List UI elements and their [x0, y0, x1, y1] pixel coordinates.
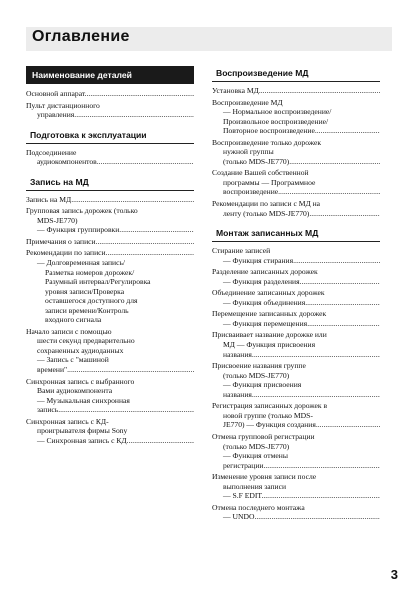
- entry-text: — Музыкальная синхронная: [37, 395, 130, 405]
- dot-leader: [307, 319, 380, 328]
- toc-entry[interactable]: [26, 89, 194, 99]
- entry-text: Воспроизведение МД: [212, 97, 283, 107]
- entry-text: запись: [37, 405, 59, 415]
- entry-text: Присвоение названия группе: [212, 361, 306, 371]
- entry-text: управления: [37, 110, 75, 120]
- entry-text: Примечания о записи: [26, 236, 96, 246]
- dot-leader: [96, 237, 194, 246]
- toc-entry[interactable]: [212, 432, 380, 470]
- entry-text: шести секунд предварительно: [37, 336, 135, 346]
- entry-text: новой группе (только MDS-: [223, 410, 313, 420]
- entry-subtext: записи времени/Контроль: [45, 305, 129, 315]
- entry-subtext: уровня записи/Проверка: [45, 286, 125, 296]
- section-heading: Подготовка к эксплуатации: [26, 128, 194, 144]
- dot-leader: [300, 277, 380, 286]
- toc-entry[interactable]: [26, 101, 194, 120]
- entry-text: Рекомендации по записи с МД на: [212, 199, 321, 209]
- toc-entry[interactable]: [212, 86, 380, 96]
- toc-section: [212, 66, 380, 218]
- entry-text: MDS-JE770): [37, 215, 78, 225]
- page-number: 3: [390, 567, 398, 582]
- entry-text: Рекомендации по записи: [26, 248, 106, 258]
- entry-text: программы — Программное: [223, 177, 316, 187]
- entry-text: Произвольное воспроизведение/: [223, 116, 329, 126]
- entry-text: (только MDS-JE770): [223, 370, 290, 380]
- dot-leader: [67, 365, 194, 374]
- entry-text: Пульт дистанционного: [26, 100, 100, 110]
- toc-entry[interactable]: [212, 401, 380, 430]
- entry-text: сохраненных аудиоданных: [37, 345, 124, 355]
- entry-text: Отмена групповой регистрации: [212, 431, 315, 441]
- toc-section: [26, 175, 194, 446]
- toc-entry[interactable]: [212, 330, 380, 359]
- toc-entry[interactable]: [26, 148, 194, 167]
- entry-text: Перемещение записанных дорожек: [212, 309, 327, 319]
- entry-text: — S.F EDIT: [223, 491, 262, 501]
- entry-text: Установка МД: [212, 86, 259, 95]
- entry-text: — Функция стирания: [223, 255, 294, 265]
- toc-entry[interactable]: [212, 267, 380, 286]
- dot-leader: [119, 225, 194, 234]
- entry-text: аудиокомпонентов: [37, 157, 97, 167]
- toc-entry[interactable]: [26, 248, 194, 324]
- entry-text: — Функция разделения: [223, 276, 300, 286]
- toc-entry[interactable]: [212, 503, 380, 522]
- dot-leader: [264, 461, 381, 470]
- toc-section: [26, 128, 194, 167]
- dot-leader: [315, 126, 380, 135]
- entry-text: проигрывателя фирмы Sony: [37, 426, 128, 436]
- entry-text: Синхронная запись с выбранного: [26, 376, 135, 386]
- entry-text: Воспроизведение только дорожек: [212, 137, 322, 147]
- entry-text: Отмена последнего монтажа: [212, 502, 305, 512]
- entry-subtext: Разумный интервал/Регулировка: [45, 277, 151, 287]
- dot-leader: [305, 298, 380, 307]
- entry-text: JE770) — Функция создания: [223, 420, 316, 430]
- entry-text: — Функция объединения: [223, 297, 306, 307]
- toc-entry[interactable]: [26, 327, 194, 375]
- toc-entry[interactable]: [212, 361, 380, 399]
- entry-text: Синхронная запись с КД-: [26, 416, 109, 426]
- entry-text: — Функция группировки: [37, 225, 120, 235]
- entry-subtext: — Долговременная запись/: [37, 258, 126, 268]
- dot-leader: [97, 157, 194, 166]
- toc-entry[interactable]: [26, 377, 194, 415]
- entry-text: Повторное воспроизведение: [223, 126, 315, 136]
- entry-subtext: Разметка номеров дорожек/: [45, 267, 135, 277]
- title-bar: [26, 27, 392, 51]
- dot-leader: [58, 405, 194, 414]
- entry-text: ленту (только MDS-JE770): [223, 208, 310, 218]
- dot-leader: [289, 157, 380, 166]
- dot-leader: [71, 195, 194, 204]
- dot-leader: [252, 390, 380, 399]
- dot-leader: [85, 89, 194, 98]
- toc-entry[interactable]: [212, 246, 380, 265]
- toc-entry[interactable]: [26, 237, 194, 247]
- dot-leader: [127, 436, 194, 445]
- dot-leader: [278, 187, 380, 196]
- section-heading: Наименование деталей: [26, 66, 194, 84]
- entry-text: — Нормальное воспроизведение/: [223, 107, 332, 117]
- entry-text: Групповая запись дорожек (только: [26, 206, 138, 216]
- dot-leader: [106, 248, 194, 257]
- entry-text: регистрации: [223, 460, 264, 470]
- toc-entry[interactable]: [212, 168, 380, 197]
- entry-text: — Функция присвоения: [223, 380, 302, 390]
- page-title: Оглавление: [32, 28, 130, 45]
- entry-text: нужной группы: [223, 147, 274, 157]
- section-heading: Воспроизведение МД: [212, 66, 380, 82]
- entry-text: Объединение записанных дорожек: [212, 288, 325, 298]
- entry-text: Запись на МД: [26, 194, 72, 204]
- entry-text: МД — Функция присвоения: [223, 340, 316, 350]
- entry-text: названия: [223, 389, 252, 399]
- dot-leader: [316, 420, 380, 429]
- toc-section: [26, 66, 194, 120]
- entry-text: (только MDS-JE770): [223, 156, 290, 166]
- section-heading: Монтаж записанных МД: [212, 226, 380, 242]
- dot-leader: [259, 86, 380, 95]
- toc-left-column: [26, 66, 194, 453]
- toc-entry[interactable]: [26, 417, 194, 446]
- entry-text: (только MDS-JE770): [223, 441, 290, 451]
- toc-entry[interactable]: [212, 288, 380, 307]
- entry-text: Основной аппарат: [26, 89, 85, 98]
- toc-entry[interactable]: [212, 472, 380, 501]
- entry-text: Создание Вашей собственной: [212, 168, 309, 178]
- entry-subtext: оставшегося доступного для: [45, 296, 138, 306]
- dot-leader: [254, 512, 380, 521]
- entry-subtext: входного сигнала: [45, 315, 102, 325]
- dot-leader: [293, 256, 380, 265]
- entry-text: — Синхронная запись с КД: [37, 435, 127, 445]
- dot-leader: [252, 350, 380, 359]
- entry-text: Регистрация записанных дорожек в: [212, 401, 328, 411]
- toc-entry[interactable]: [26, 206, 194, 235]
- entry-text: Присваивает название дорожке или: [212, 330, 327, 340]
- dot-leader: [74, 110, 194, 119]
- entry-text: — Запись с "машиной: [37, 355, 109, 365]
- entry-text: Стирание записей: [212, 246, 271, 256]
- entry-text: выполнения записи: [223, 481, 287, 491]
- section-heading: Запись на МД: [26, 175, 194, 191]
- entry-text: — Функция перемещения: [223, 318, 308, 328]
- entry-text: Вами аудиокомпонента: [37, 386, 113, 396]
- entry-text: Изменение уровня записи после: [212, 472, 317, 482]
- entry-text: названия: [223, 349, 252, 359]
- toc-entry[interactable]: [212, 309, 380, 328]
- toc-entry[interactable]: [212, 98, 380, 136]
- entry-text: воспроизведение: [223, 187, 279, 197]
- toc-section: [212, 226, 380, 522]
- entry-text: времени": [37, 365, 68, 375]
- entry-text: Начало записи с помощью: [26, 326, 112, 336]
- entry-text: — UNDO: [223, 512, 255, 522]
- toc-entry[interactable]: [26, 195, 194, 205]
- entry-text: Подсоединение: [26, 147, 77, 157]
- toc-right-column: [212, 66, 380, 530]
- dot-leader: [309, 209, 380, 218]
- toc-entry[interactable]: [212, 138, 380, 167]
- toc-entry[interactable]: [212, 199, 380, 218]
- dot-leader: [261, 491, 380, 500]
- entry-text: Разделение записанных дорожек: [212, 267, 318, 277]
- entry-text: — Функция отмены: [223, 451, 288, 461]
